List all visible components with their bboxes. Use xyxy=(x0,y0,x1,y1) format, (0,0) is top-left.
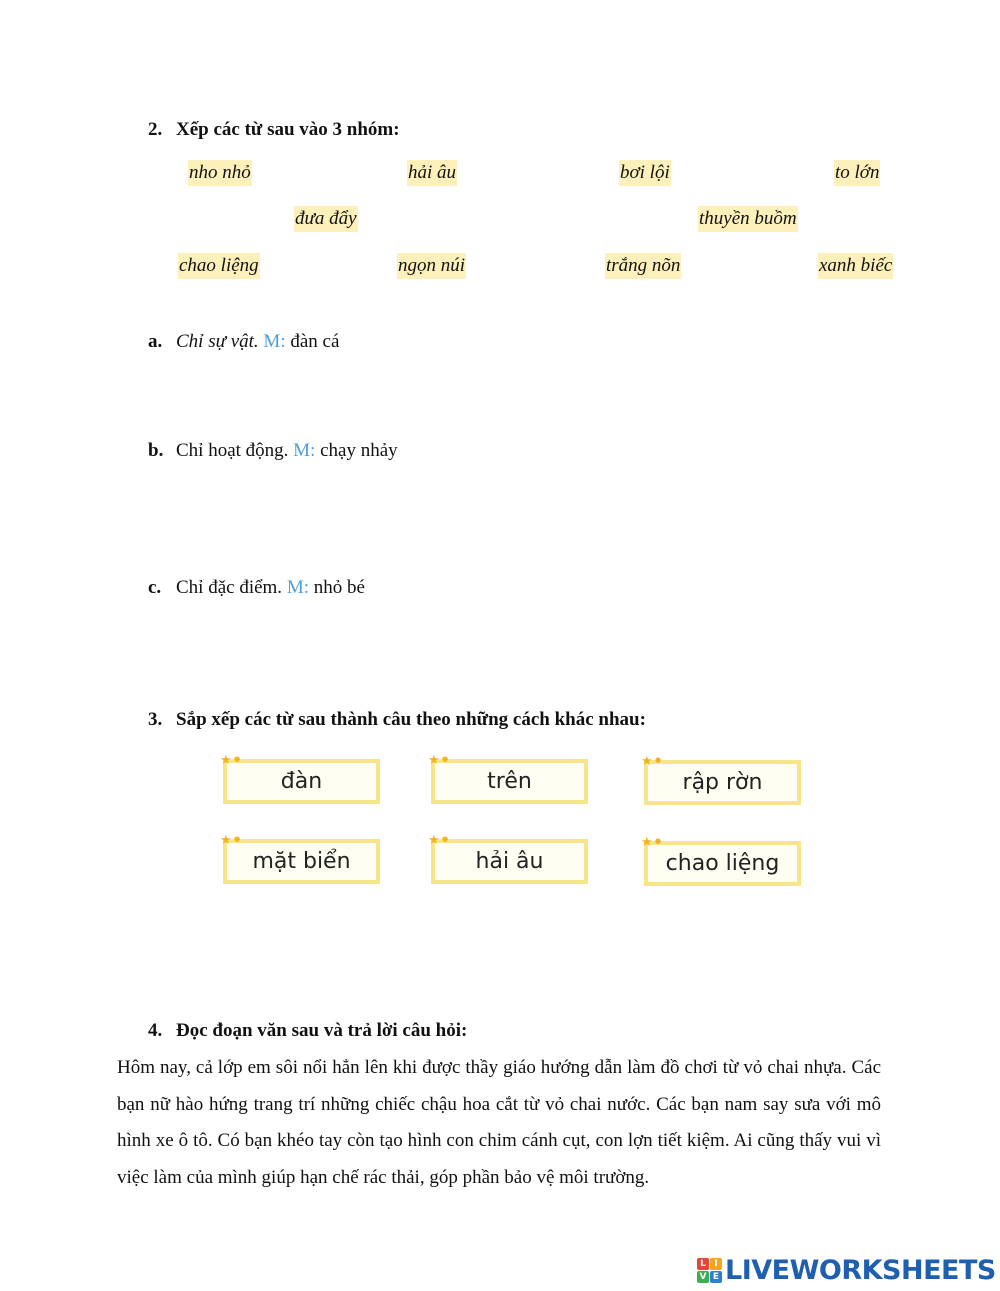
word-chip[interactable]: bơi lội xyxy=(619,160,671,186)
card-word: trên xyxy=(487,769,532,794)
model-marker: M: xyxy=(263,331,286,352)
word-card xyxy=(220,753,380,804)
logo-text: LIVEWORKSHEETS xyxy=(725,1254,996,1286)
question-text: Xếp các từ sau vào 3 nhóm: xyxy=(176,119,400,140)
word-chip[interactable]: xanh biếc xyxy=(818,253,893,279)
card-word: đàn xyxy=(280,769,323,794)
word-chip[interactable]: to lớn xyxy=(834,160,880,186)
word-card xyxy=(428,833,588,884)
model-example: nhỏ bé xyxy=(313,577,365,598)
star-icon: ● xyxy=(442,755,449,763)
star-icon: ★ xyxy=(428,753,440,768)
star-icon: ★ xyxy=(428,833,440,848)
model-marker: M: xyxy=(286,577,309,598)
star-icon: ● xyxy=(234,835,241,843)
star-icon: ★ xyxy=(641,754,653,769)
word-chip[interactable]: đưa đẩy xyxy=(294,206,358,232)
star-icon: ★ xyxy=(220,753,232,768)
logo-letter: L xyxy=(697,1258,709,1270)
star-icon: ● xyxy=(234,755,241,763)
group-letter: a. xyxy=(148,331,163,352)
model-example: đàn cá xyxy=(290,331,340,352)
star-icon: ★ xyxy=(641,835,653,850)
logo-letter: V xyxy=(697,1271,709,1283)
logo-letter: E xyxy=(710,1271,722,1283)
logo-mark-icon xyxy=(697,1258,722,1283)
card-word: hải âu xyxy=(475,849,544,874)
group-label: Chỉ đặc điểm. xyxy=(176,577,283,598)
word-chip[interactable]: nho nhỏ xyxy=(188,160,252,186)
word-chip[interactable]: ngọn núi xyxy=(397,253,466,279)
group-label: Chỉ hoạt động. xyxy=(176,440,289,461)
group-a xyxy=(148,331,339,353)
word-chip[interactable]: chao liệng xyxy=(178,253,260,279)
group-letter: c. xyxy=(148,577,162,598)
question-3-title xyxy=(148,709,646,731)
question-number: 3. xyxy=(148,709,163,730)
reading-passage: Hôm nay, cả lớp em sôi nổi hẳn lên khi được thầy giáo hướng dẫn làm đồ chơi từ vỏ chai nhựa. Các bạn nữ hào hứng trang trí những chiếc chậu hoa cắt từ vỏ chai nước. Các bạn nam say sưa với mô hình xe ô tô. Có bạn khéo tay còn tạo hình con chim cánh cụt, con lợn tiết kiệm. Ai cũng thấy vui vì việc làm của mình giúp hạn chế rác thải, góp phần bảo vệ môi trường. xyxy=(117,1057,881,1188)
group-letter: b. xyxy=(148,440,164,461)
card-word: rập rờn xyxy=(682,770,763,795)
group-c xyxy=(148,577,365,599)
model-example: chạy nhảy xyxy=(320,440,398,461)
star-icon: ● xyxy=(442,835,449,843)
question-number: 4. xyxy=(148,1020,163,1041)
question-text: Đọc đoạn văn sau và trả lời câu hỏi: xyxy=(176,1020,468,1041)
group-label: Chỉ sự vật. xyxy=(176,331,259,352)
card-word: chao liệng xyxy=(665,851,780,876)
question-4-title xyxy=(148,1020,467,1042)
star-icon: ● xyxy=(655,756,662,764)
logo-letter: I xyxy=(710,1258,722,1270)
star-icon: ● xyxy=(655,837,662,845)
word-chip[interactable]: trắng nõn xyxy=(605,253,681,279)
word-chip[interactable]: hải âu xyxy=(407,160,457,186)
card-word: mặt biển xyxy=(252,849,351,874)
star-icon: ★ xyxy=(220,833,232,848)
word-card xyxy=(641,754,801,805)
word-chip[interactable]: thuyền buồm xyxy=(698,206,798,232)
group-b xyxy=(148,440,398,462)
word-card xyxy=(641,835,801,886)
model-marker: M: xyxy=(293,440,316,461)
word-card xyxy=(428,753,588,804)
question-number: 2. xyxy=(148,119,163,140)
question-text: Sắp xếp các từ sau thành câu theo những cách khác nhau: xyxy=(176,709,646,730)
question-2-title xyxy=(148,119,400,141)
liveworksheets-logo[interactable] xyxy=(697,1253,996,1287)
word-card xyxy=(220,833,380,884)
